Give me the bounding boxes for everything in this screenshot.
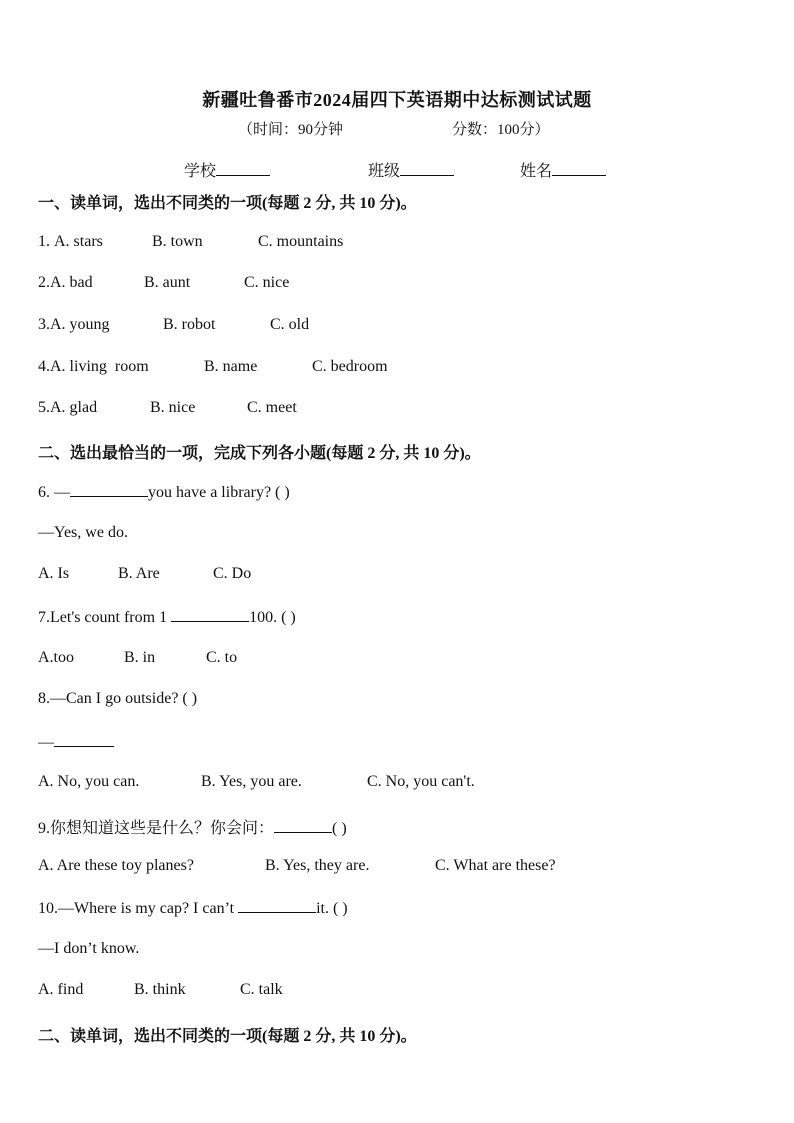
score-label: 分数：100分） [452, 122, 550, 138]
question-7-options: A.too B. in C. to [38, 649, 238, 666]
question-3: 3.A. young B. robot C. old [38, 316, 310, 333]
section2-heading: 二、选出最恰当的一项，完成下列各小题(每题 2 分, 共 10 分)。 [38, 445, 481, 462]
section1-heading: 一、读单词，选出不同类的一项(每题 2 分, 共 10 分)。 [38, 195, 417, 212]
question-6-answer: —Yes, we do. [38, 524, 128, 541]
page-title: 新疆吐鲁番市2024届四下英语期中达标测试试题 [202, 90, 592, 110]
question-1: 1. A. stars B. town C. mountains [38, 233, 344, 250]
question-9-options: A. Are these toy planes? B. Yes, they are. C. What are these? [38, 857, 556, 874]
question-8: 8.—Can I go outside? ( ) [38, 690, 198, 707]
question-5: 5.A. glad B. nice C. meet [38, 399, 297, 416]
section3-heading: 二、读单词，选出不同类的一项(每题 2 分, 共 10 分)。 [38, 1028, 417, 1045]
question-6-options: A. Is B. Are C. Do [38, 565, 252, 582]
question-6: 6. — you have a library? ( ) [38, 484, 290, 501]
name-field: 姓名 [520, 158, 606, 181]
question-10-options: A. find B. think C. talk [38, 981, 283, 998]
class-field: 班级 [368, 158, 454, 181]
question-9: 9.你想知道这些是什么？你会问： ( ) [38, 820, 347, 837]
question-8-options: A. No, you can. B. Yes, you are. C. No, you can't. [38, 773, 475, 790]
question-10-answer: —I don’t know. [38, 940, 140, 957]
question-10: 10.—Where is my cap? I can’t it. ( ) [38, 900, 348, 917]
school-field: 学校 [184, 158, 270, 181]
question-4: 4.A. living room B. name C. bedroom [38, 358, 388, 375]
question-7: 7.Let's count from 1 100. ( ) [38, 609, 296, 626]
question-8-answer: — [38, 732, 114, 752]
question-2: 2.A. bad B. aunt C. nice [38, 274, 290, 291]
time-label: （时间：90分钟 [238, 122, 344, 138]
